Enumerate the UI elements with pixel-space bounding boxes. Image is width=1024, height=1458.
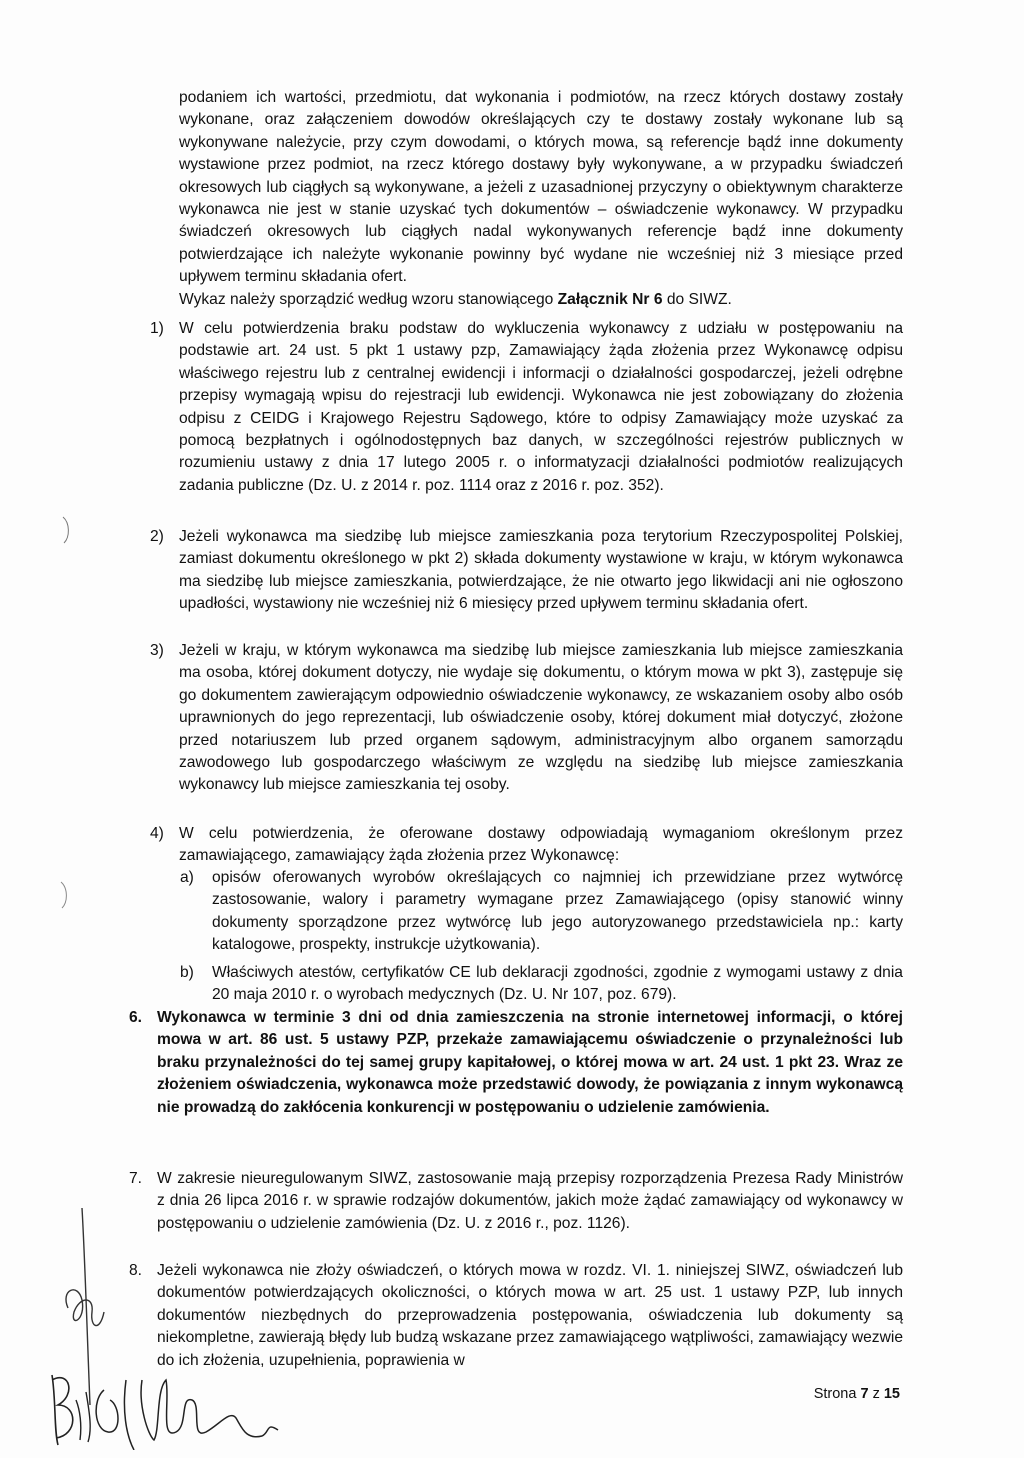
section-text: Jeżeli wykonawca nie złoży oświadczeń, o których mowa w rozdz. VI. 1. niniejszej SIWZ, oświadczeń lub dokumentów potwierdzających okoliczności, o których mowa w art. 25 ust. 1 ustawy PZP, lub innych dokumentów niezbędnych do przeprowadzenia postępowania, oświadczenia lub dokumenty są niekompletne, zawierają błędy lub budzą wskazane przez zamawiającego wątpliwości, zamawiający wezwie do ich złożenia, uzupełnienia, poprawienia w (157, 1262, 903, 1369)
footer-page-number: 7 (860, 1386, 869, 1402)
list-item-number: 3) (150, 642, 164, 659)
page-footer (814, 1383, 900, 1405)
section-number: 8. (129, 1262, 143, 1279)
wykaz-line (179, 289, 903, 311)
intro-paragraph (179, 87, 903, 289)
section-item (0, 1007, 1024, 1162)
margin-mark (58, 880, 72, 910)
wykaz-text-after: do SIWZ. (662, 291, 732, 308)
list-item-text: W celu potwierdzenia braku podstaw do wykluczenia wykonawcy z udziału w postępowaniu na podstawie art. 24 ust. 5 pkt 1 ustawy pzp, Zamawiający żąda złożenia przez Wykonawcę odpisu właściwego rejestru lub z centralnej ewidencji i informacji o działalności gospodarczej, jeżeli odrębne przepisy wymagają wpisu do rejestracji lub ewidencji. Wykonawca nie jest zobowiązany do złożenia odpisu z CEIDG i Krajowego Rejestru Sądowego, które to odpisy Zamawiający może uzyskać za pomocą bezpłatnych i ogólnodostępnych baz danych, w szczególności rejestrów publicznych w rozumieniu ustawy z dnia 17 lutego 2005 r. o informatyzacji działalności podmiotów realizujących zadania publiczne (Dz. U. z 2014 r. poz. 1114 oraz z 2016 r. poz. 352). (179, 320, 903, 494)
sub-list-item (0, 867, 1024, 959)
wykaz-attachment: Załącznik Nr 6 (557, 291, 663, 308)
list-item-number: 4) (150, 825, 164, 842)
list-item (0, 318, 1024, 523)
sub-list-item (0, 962, 1024, 1010)
section-number: 6. (129, 1009, 143, 1026)
footer-page-total: 15 (883, 1386, 900, 1402)
list-item-text: Jeżeli wykonawca ma siedzibę lub miejsce zamieszkania poza terytorium Rzeczypospolitej Polskiej, zamiast dokumentu określonego w pkt 2) składa dokumenty wystawione w kraju, w którym wykonawca ma siedzibę lub miejsce zamieszkania, potwierdzające, że nie otwarto jego likwidacji ani nie ogłoszono upadłości, wystawiony nie wcześniej niż 6 miesięcy przed upływem terminu składania ofert. (179, 528, 903, 613)
list-item (0, 823, 1024, 871)
sub-list-item-text: Właściwych atestów, certyfikatów CE lub deklaracji zgodności, zgodnie z wymogami ustawy z dnia 20 maja 2010 r. o wyrobach medycznych (Dz. U. Nr 107, poz. 679). (212, 964, 903, 1004)
sub-list-item-text: opisów oferowanych wyrobów określających co najmniej ich przewidziane przez wytwórcę zastosowanie, walory i parametry wymagane przez Zamawiającego (opisy stanowić winny dokumenty sporządzone przez wytwórcę lub jego autoryzowanego przedstawiciela np.: karty katalogowe, prospekty, instrukcje użytkowania). (212, 869, 903, 954)
section-text: W zakresie nieuregulowanym SIWZ, zastosowanie mają przepisy rozporządzenia Prezesa Rady Ministrów z dnia 26 lipca 2016 r. w sprawie rodzajów dokumentów, jakich może żądać zamawiający od wykonawcy w postępowaniu o udzielenie zamówienia (Dz. U. z 2016 r., poz. 1126). (157, 1170, 903, 1232)
sub-list-item-letter: a) (180, 869, 194, 886)
section-text: Wykonawca w terminie 3 dni od dnia zamieszczenia na stronie internetowej informacji, o której mowa w art. 86 ust. 5 ustawy PZP, przekaże zamawiającemu oświadczenie o przynależności lub braku przynależności do tej samej grupy kapitałowej, o której mowa w art. 24 ust. 1 pkt 23. Wraz ze złożeniem oświadczenia, wykonawca może przedstawić dowody, że powiązania z innym wykonawcą nie prowadzą do zakłócenia konkurencji w postępowaniu o udzielenie zamówienia. (157, 1009, 903, 1116)
margin-mark (60, 515, 74, 545)
wykaz-text-before: Wykaz należy sporządzić według wzoru stanowiącego (179, 291, 558, 308)
intro-text: podaniem ich wartości, przedmiotu, dat wykonania i podmiotów, na rzecz których dostawy zostały wykonane, oraz załączeniem dowodów określających czy te dostawy zostały wykonane lub są wykonywane należycie, przy czym dowodami, o których mowa, są referencje bądź inne dokumenty wystawione przez podmiot, na rzecz którego dostawy były wykonywane, a w przypadku świadczeń okresowych lub ciągłych są wykonywane, a jeżeli z uzasadnionej przyczyny o obiektywnym charakterze wykonawca nie jest w stanie uzyskać tych dokumentów – oświadczenie wykonawcy. W przypadku świadczeń okresowych lub ciągłych nadal wykonywanych referencje bądź inne dokumenty potwierdzające ich należyte wykonanie powinny być wydane nie wcześniej niż 3 miesiące przed upływem terminu składania ofert. (179, 89, 903, 286)
handwritten-signatures (30, 1200, 330, 1450)
section-number: 7. (129, 1170, 143, 1187)
list-item (0, 640, 1024, 820)
list-item-number: 1) (150, 320, 164, 337)
list-item-text: Jeżeli w kraju, w którym wykonawca ma siedzibę lub miejsce zamieszkania lub miejsce zamieszkania ma osoba, której dokument dotyczy, nie wydaje się dokumentu, o którym mowa w pkt 3), zastępuje się go dokumentem zawierającym odpowiednio oświadczenie wykonawcy, ze wskazaniem osoby albo osób uprawnionych do jego reprezentacji, lub oświadczenie osoby, której dokument miał dotyczyć, złożone przed notariuszem lub przed organem sądowym, administracyjnym albo organem samorządu zawodowego lub gospodarczego właściwym ze względu na siedzibę lub miejsce zamieszkania wykonawcy lub miejsce zamieszkania tej osoby. (179, 642, 903, 794)
list-item-text: W celu potwierdzenia, że oferowane dostawy odpowiadają wymaganiom określonym przez zamawiającego, zamawiający żąda złożenia przez Wykonawcę: (179, 825, 903, 865)
list-item (0, 526, 1024, 636)
list-item-number: 2) (150, 528, 164, 545)
sub-list-item-letter: b) (180, 964, 194, 981)
footer-separator: z (868, 1386, 884, 1402)
footer-prefix: Strona (813, 1386, 861, 1402)
